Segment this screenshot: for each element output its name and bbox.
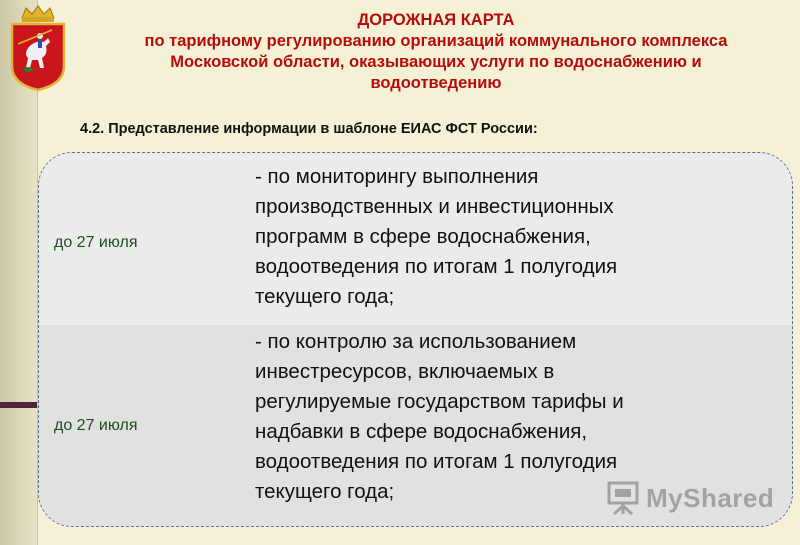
roadmap-row [39,153,792,325]
watermark [606,480,774,516]
watermark-text: MyShared [646,482,775,513]
description-line: текущего года; [255,480,395,503]
presentation-board-icon [606,480,640,516]
roadmap-panel [38,152,793,527]
deadline-date: до 27 июля [54,234,138,251]
description-line: водоотведения по итогам 1 полугодия [255,450,618,473]
section-subtitle: 4.2. Представление информации в шаблоне ЕИАС ФСТ России: [80,121,538,137]
description-line: текущего года; [255,285,395,308]
description-line: - по мониторингу выполнения [255,165,539,188]
deadline-date: до 27 июля [54,417,138,434]
description-line: программ в сфере водоснабжения, [255,225,591,248]
task-description [255,162,765,312]
description-line: регулируемые государством тарифы и [255,390,624,413]
title-line: водоотведению [370,74,502,92]
description-line: водоотведения по итогам 1 полугодия [255,255,618,278]
left-accent-bar [0,402,37,408]
description-line: инвестресурсов, включаемых в [255,360,555,383]
page-title [82,10,790,94]
description-line: надбавки в сфере водоснабжения, [255,420,588,443]
coat-of-arms-icon [4,4,72,92]
title-line: по тарифному регулированию организаций коммунального комплекса [144,32,728,50]
title-line: ДОРОЖНАЯ КАРТА [357,11,515,29]
description-line: - по контролю за использованием [255,330,577,353]
description-line: производственных и инвестиционных [255,195,614,218]
title-line: Московской области, оказывающих услуги по водоснабжению и [170,53,702,71]
